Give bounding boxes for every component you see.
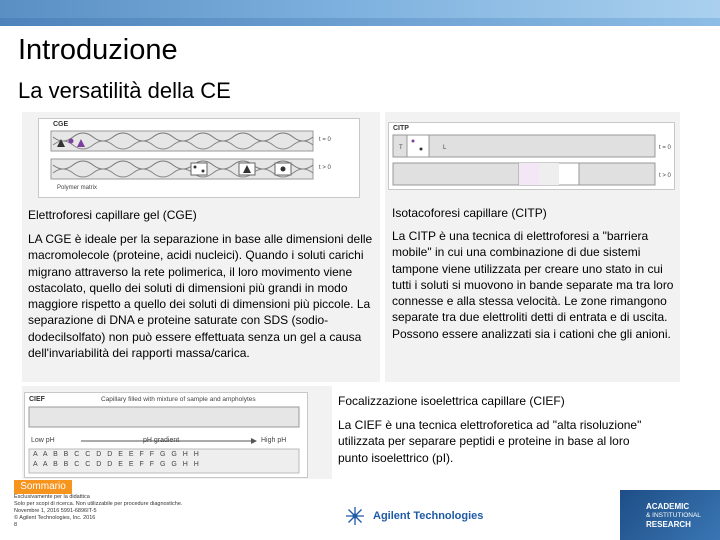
citp-t-label: t > 0 [659, 173, 671, 179]
footer-note-line: Esclusivamente per la didattica [14, 494, 90, 500]
cief-heading: Focalizzazione isoelettrica capillare (CIEF) [338, 394, 565, 408]
citp-capillary-drawing [389, 123, 674, 189]
cge-polymer-caption: Polymer matrix [57, 185, 98, 191]
academic-research-badge [620, 490, 720, 540]
cief-focused-row-1: A A B B C C D D E E F F G G H H [33, 451, 199, 458]
citp-text: La CITP è una tecnica di elettroforesi a "barriera mobile" in cui una combinazione di due sistemi tampone viene utilizzata per creare uno stato in cui tutti i soluti si muovono in bande separate ma tra loro connesse e alla stessa velocità. Le zone rimangono separate tra due elettroliti detti di entrata e di uscita. Possono essere analizzati sia i cationi che gli anioni. [392, 229, 674, 341]
citp-t-zone: T [399, 145, 403, 151]
banner-sheen [0, 18, 720, 26]
cief-text: La CIEF è una tecnica elettroforetica ad "alta risoluzione" utilizzata per separare peptidi e proteine in base al loro punto isoelettrico (pI). [338, 418, 642, 465]
research-line: RESEARCH [646, 520, 691, 529]
slide-number: 8 [14, 522, 18, 528]
citp-t0-label: t = 0 [659, 145, 671, 151]
agilent-logo [345, 506, 483, 526]
cief-focused-row-2: A A B B C C D D E E F F G G H H [33, 461, 199, 468]
footer-note-line: © Agilent Technologies, Inc. 2016 [14, 515, 96, 521]
agilent-name: Agilent Technologies [373, 510, 484, 522]
sommario-button[interactable]: Sommario [14, 480, 72, 494]
top-banner [0, 0, 720, 26]
cief-high-ph: High pH [261, 437, 287, 444]
cge-text: LA CGE è ideale per la separazione in base alle dimensioni delle macromolecole (proteine, acidi nucleici). Quando i soluti carichi migrano attraverso la rete polimerica, il loro movimento viene ostacolato, quello dei soluti di dimensioni più grandi in modo maggiore rispetto a quello dei soluti di dimensioni più piccole. La separazione di DNA e proteine saturate con SDS (sodio-dodecilsolfato) non può essere effettuata senza un gel a causa dell'invariabilità dei rapporti massa/carica. [28, 232, 373, 361]
citp-diagram [388, 122, 675, 190]
cge-t0-label: t = 0 [319, 137, 331, 143]
research-line: & INSTITUTIONAL [646, 512, 701, 519]
cief-ph-gradient: pH gradient [143, 437, 180, 444]
footer-note-line: Solo per scopi di ricerca. Non utilizzabile per procedure diagnostiche. [14, 501, 183, 507]
cief-diagram-title: Capillary filled with mixture of sample and ampholytes [101, 396, 256, 403]
citp-l-zone: L [443, 145, 447, 151]
cge-t-label: t > 0 [319, 165, 331, 171]
cief-diagram-label: CIEF [29, 396, 45, 403]
research-line: ACADEMIC [646, 502, 690, 511]
cge-diagram-label: CGE [53, 121, 69, 128]
agilent-spark-icon [345, 506, 365, 526]
slide-subtitle: La versatilità della CE [18, 78, 231, 103]
cge-heading: Elettroforesi capillare gel (CGE) [28, 208, 197, 222]
cief-diagram [24, 392, 308, 478]
citp-diagram-label: CITP [393, 125, 409, 132]
slide-title: Introduzione [18, 34, 178, 66]
footer-note-line: Novembre 1, 2016 5991-6896IT-5 [14, 508, 97, 514]
footer-notes [14, 494, 182, 529]
citp-heading: Isotacoforesi capillare (CITP) [392, 206, 547, 220]
cief-low-ph: Low pH [31, 437, 55, 444]
cge-diagram [38, 118, 360, 198]
